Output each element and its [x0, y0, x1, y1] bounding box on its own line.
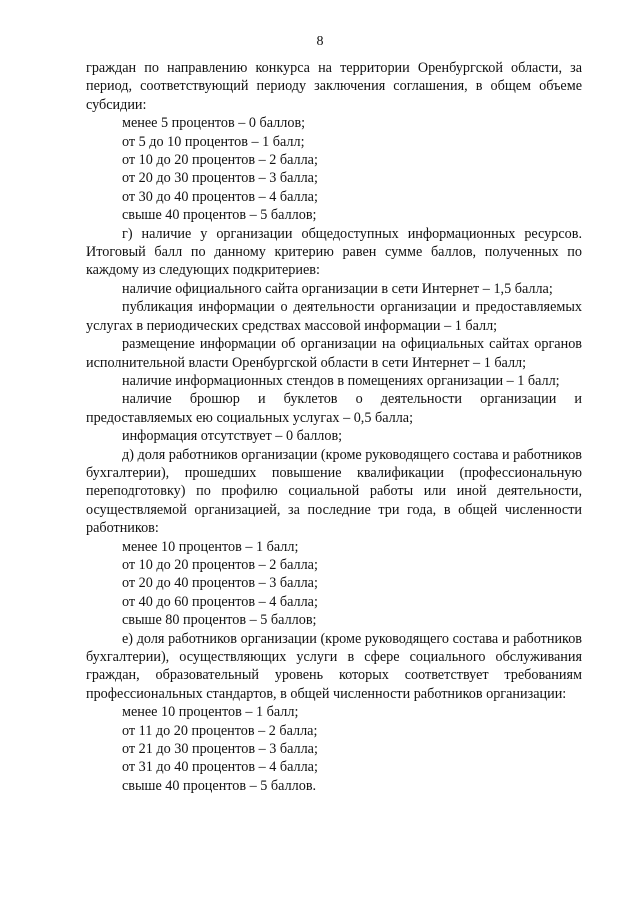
score-line: от 5 до 10 процентов – 1 балл;	[122, 133, 305, 150]
paragraph: е) доля работников организации (кроме руководящего состава и работников бухгалтерии), осуществляющих услуги в сфере социального обслуживания граждан, образовательный уровень которых соответствует требованиям профессиональных стандартов, в общей численности работников организации:	[86, 630, 582, 702]
score-line: от 31 до 40 процентов – 4 балла;	[122, 759, 318, 776]
score-line: менее 10 процентов – 1 балл;	[122, 704, 299, 721]
page-number: 8	[316, 34, 324, 49]
paragraph: информация отсутствует – 0 баллов;	[122, 428, 343, 445]
paragraph: г) наличие у организации общедоступных информационных ресурсов. Итоговый балл по данному критерию равен сумме баллов, полученных по каждому из следующих подкритериев:	[86, 225, 582, 279]
score-line: свыше 40 процентов – 5 баллов.	[122, 777, 317, 794]
score-line: от 10 до 20 процентов – 2 балла;	[122, 152, 318, 169]
paragraph: наличие брошюр и буклетов о деятельности организации и предоставляемых ею социальных услугах – 0,5 балла;	[86, 391, 582, 426]
score-line: менее 10 процентов – 1 балл;	[122, 538, 299, 555]
score-line: свыше 80 процентов – 5 баллов;	[122, 612, 317, 629]
paragraph: граждан по направлению конкурса на территории Оренбургской области, за период, соответствующий периоду заключения соглашения, в общем объеме субсидии:	[86, 60, 582, 113]
paragraph: наличие официального сайта организации в сети Интернет – 1,5 балла;	[122, 280, 553, 297]
score-line: от 21 до 30 процентов – 3 балла;	[122, 741, 318, 758]
score-line: от 20 до 40 процентов – 3 балла;	[122, 575, 318, 592]
score-line: от 11 до 20 процентов – 2 балла;	[122, 722, 318, 739]
score-line: свыше 40 процентов – 5 баллов;	[122, 207, 317, 224]
score-line: от 20 до 30 процентов – 3 балла;	[122, 170, 318, 187]
paragraph: размещение информации об организации на официальных сайтах органов исполнительной власти Оренбургской области в сети Интернет – 1 балл;	[86, 336, 582, 371]
score-line: от 40 до 60 процентов – 4 балла;	[122, 593, 318, 610]
paragraph: д) доля работников организации (кроме руководящего состава и работников бухгалтерии), прошедших повышение квалификации (профессиональную переподготовку) по профилю социальной работы или иной деятельности, осуществляемой организацией, за последние три года, в общей численности работников:	[86, 446, 582, 537]
paragraph: публикация информации о деятельности организации и предоставляемых услугах в периодических средствах массовой информации – 1 балл;	[86, 299, 582, 334]
document-body	[86, 59, 582, 795]
score-line: от 10 до 20 процентов – 2 балла;	[122, 556, 318, 573]
score-line: менее 5 процентов – 0 баллов;	[122, 115, 306, 132]
score-line: от 30 до 40 процентов – 4 балла;	[122, 188, 318, 205]
paragraph: наличие информационных стендов в помещениях организации – 1 балл;	[122, 372, 560, 389]
